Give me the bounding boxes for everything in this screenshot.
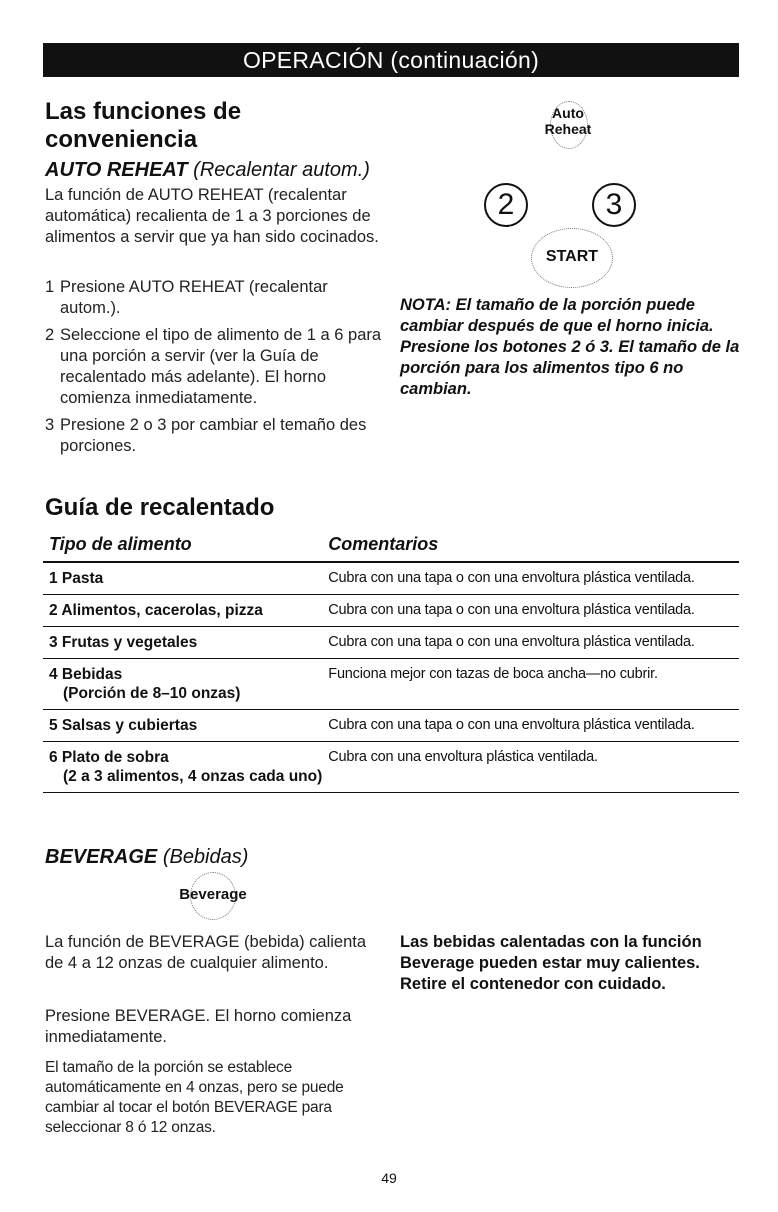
food-type xyxy=(43,742,322,793)
convenience-title-line2: conveniencia xyxy=(45,126,198,153)
auto-reheat-intro: La función de AUTO REHEAT (recalentar automática) recalienta de 1 a 3 porciones de alimentos a servir que ya han sido cocinados. xyxy=(45,186,379,246)
auto-reheat-subtitle: (Recalentar autom.) xyxy=(193,159,370,181)
food-comment: Cubra con una envoltura plástica ventilada. xyxy=(322,742,739,793)
beverage-paragraph-3: El tamaño de la porción se establece automáticamente en 4 onzas, pero se puede cambiar al tocar el botón BEVERAGE para seleccionar 8 ó 12 onzas. xyxy=(45,1059,344,1136)
step-item xyxy=(45,277,385,319)
page-number: 49 xyxy=(381,1170,397,1186)
food-comment: Cubra con una tapa o con una envoltura plástica ventilada. xyxy=(322,710,739,742)
reheat-guide-table xyxy=(43,530,739,793)
table-row xyxy=(43,627,739,659)
guide-title: Guía de recalentado xyxy=(45,494,275,521)
food-type xyxy=(43,710,322,742)
beverage-label: Beverage xyxy=(179,886,247,903)
food-label: 6 Plato de sobra xyxy=(49,749,169,766)
table-row xyxy=(43,659,739,710)
food-label: 5 Salsas y cubiertas xyxy=(49,717,198,734)
food-type xyxy=(43,627,322,659)
auto-reheat-steps xyxy=(45,277,385,463)
table-row xyxy=(43,710,739,742)
start-label: START xyxy=(545,248,599,265)
food-label: 3 Frutas y vegetales xyxy=(49,634,198,651)
food-type xyxy=(43,562,322,595)
step-number: 2 xyxy=(45,326,55,344)
food-comment: Funciona mejor con tazas de boca ancha—no cubrir. xyxy=(322,659,739,710)
beverage-subtitle: (Bebidas) xyxy=(162,846,249,868)
beverage-button[interactable] xyxy=(168,872,258,922)
auto-reheat-name: AUTO REHEAT xyxy=(45,159,188,181)
beverage-warning: Las bebidas calentadas con la función Beverage pueden estar muy calientes. Retire el contenedor con cuidado. xyxy=(400,933,702,993)
beverage-heading xyxy=(45,845,385,869)
convenience-title xyxy=(45,98,375,154)
food-sublabel: (Porción de 8–10 onzas) xyxy=(63,685,241,702)
food-label: 4 Bebidas xyxy=(49,666,123,683)
step-item xyxy=(45,325,385,409)
table-header-row xyxy=(43,530,739,562)
start-button[interactable] xyxy=(527,228,617,288)
auto-reheat-heading xyxy=(45,158,385,182)
food-comment: Cubra con una tapa o con una envoltura plástica ventilada. xyxy=(322,595,739,627)
number-3-button[interactable]: 3 xyxy=(592,183,636,227)
column-header-comments: Comentarios xyxy=(322,530,739,562)
beverage-paragraph-2: Presione BEVERAGE. El horno comienza inmediatamente. xyxy=(45,1007,352,1046)
step-item xyxy=(45,415,385,457)
table-row xyxy=(43,742,739,793)
step-text: Seleccione el tipo de alimento de 1 a 6 para una porción a servir (ver la Guía de recalentado más adelante). El horno comienza inmediatamente. xyxy=(60,326,382,407)
food-sublabel: (2 a 3 alimentos, 4 onzas cada uno) xyxy=(63,768,323,785)
auto-reheat-label xyxy=(528,105,608,137)
food-type xyxy=(43,659,322,710)
number-2-button[interactable]: 2 xyxy=(484,183,528,227)
portion-note: NOTA: El tamaño de la porción puede cambiar después de que el horno inicia. Presione los botones 2 ó 3. El tamaño de la porción para los alimentos tipo 6 no cambian. xyxy=(400,296,740,398)
table-row xyxy=(43,562,739,595)
food-label: 2 Alimentos, cacerolas, pizza xyxy=(49,602,263,619)
food-comment: Cubra con una tapa o con una envoltura plástica ventilada. xyxy=(322,627,739,659)
food-label: 1 Pasta xyxy=(49,570,104,587)
convenience-title-line1: Las funciones de xyxy=(45,98,242,125)
step-text: Presione AUTO REHEAT (recalentar autom.). xyxy=(60,278,328,317)
step-number: 1 xyxy=(45,278,55,296)
auto-reheat-button[interactable] xyxy=(528,101,608,151)
beverage-paragraph-1: La función de BEVERAGE (bebida) calienta de 4 a 12 onzas de cualquier alimento. xyxy=(45,933,367,972)
food-type xyxy=(43,595,322,627)
section-header: OPERACIÓN (continuación) xyxy=(43,43,739,77)
auto-label: Auto xyxy=(552,105,584,121)
step-number: 3 xyxy=(45,416,55,434)
table-row xyxy=(43,595,739,627)
food-comment: Cubra con una tapa o con una envoltura plástica ventilada. xyxy=(322,562,739,595)
step-text: Presione 2 o 3 por cambiar el temaño des porciones. xyxy=(60,416,367,455)
beverage-name: BEVERAGE xyxy=(45,846,158,868)
reheat-label: Reheat xyxy=(544,121,592,137)
column-header-food: Tipo de alimento xyxy=(43,530,322,562)
